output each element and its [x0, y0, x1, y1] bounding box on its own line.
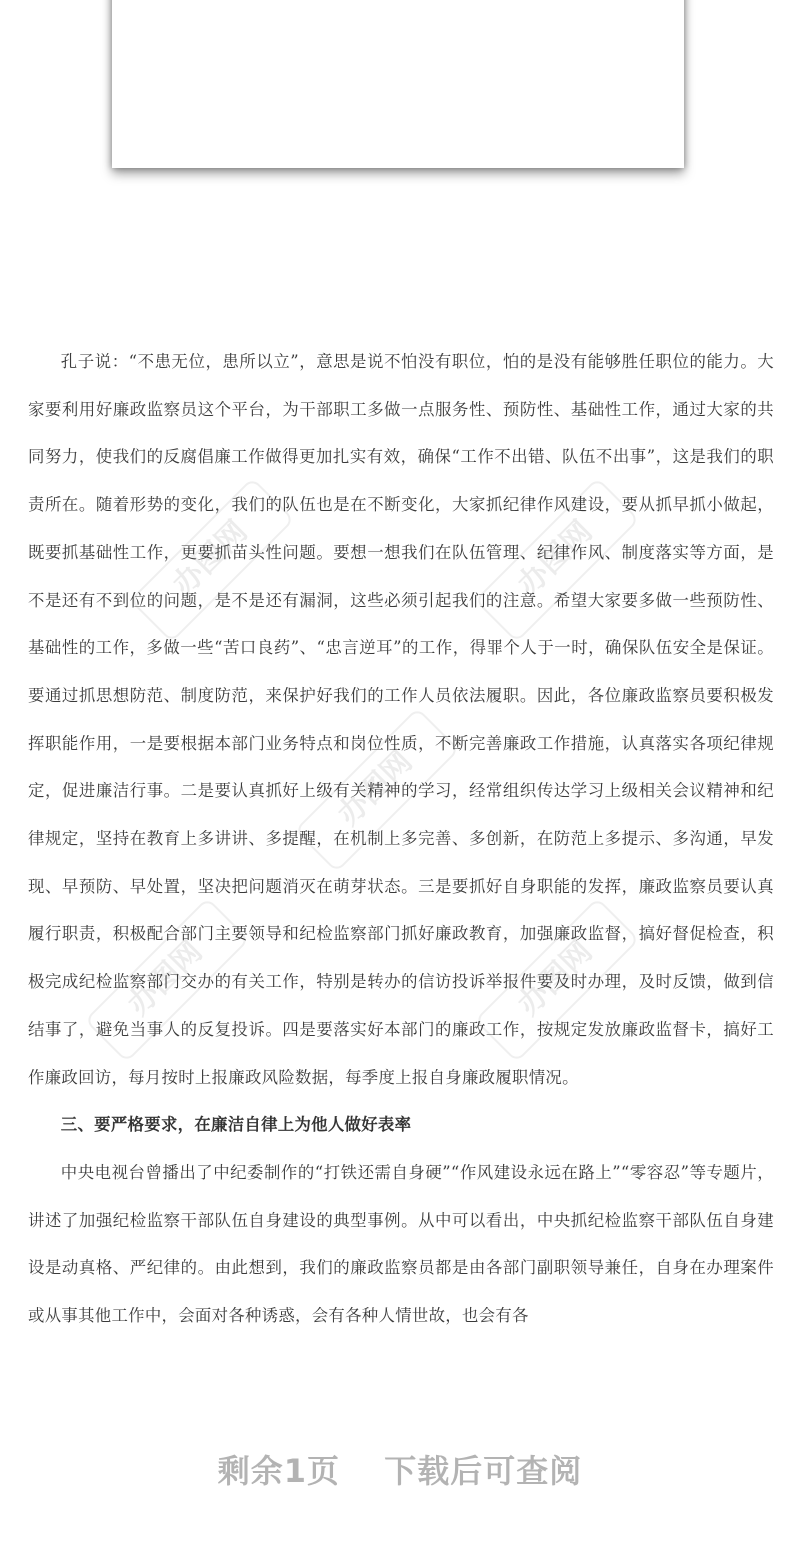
section-heading: 三、要严格要求，在廉洁自律上为他人做好表率	[60, 1115, 412, 1135]
body-paragraph: 孔子说：“不患无位，患所以立”，意思是说不怕没有职位，怕的是没有能够胜任职位的能力。大家要利用好廉政监察员这个平台，为干部职工多做一点服务性、预防性、基础性工作，通过大家的共同努力，使我们的反腐倡廉工作做得更加扎实有效，确保“工作不出错、队伍不出事”，这是我们的职责所在。随着形势的变化，我们的队伍也是在不断变化，大家抓纪律作风建设，要从抓早抓小做起，既要抓基础性工作，更要抓苗头性问题。要想一想我们在队伍管理、纪律作风、制度落实等方面，是不是还有不到位的问题，是不是还有漏洞，这些必须引起我们的注意。希望大家要多做一些预防性、基础性的工作，多做一些“苦口良药”、“忠言逆耳”的工作，得罪个人于一时，确保队伍安全是保证。要通过抓思想防范、制度防范，来保护好我们的工作人员依法履职。因此，各位廉政监察员要积极发挥职能作用，一是要根据本部门业务特点和岗位性质，不断完善廉政工作措施，认真落实各项纪律规定，促进廉洁行事。二是要认真抓好上级有关精神的学习，经常组织传达学习上级相关会议精神和纪律规定，坚持在教育上多讲讲、多提醒，在机制上多完善、多创新，在防范上多提示、多沟通，早发现、早预防、早处置，坚决把问题消灭在萌芽状态。三是要抓好自身职能的发挥，廉政监察员要认真履行职责，积极配合部门主要领导和纪检监察部门抓好廉政教育，加强廉政监督，搞好督促检查，积极完成纪检监察部门交办的有关工作，特别是转办的信访投诉举报件要及时办理，及时反馈，做到信结事了，避免当事人的反复投诉。四是要落实好本部门的廉政工作，按规定发放廉政监督卡，搞好工作廉政回访，每月按时上报廉政风险数据，每季度上报自身廉政履职情况。	[28, 352, 774, 1087]
previous-page-preview	[112, 0, 684, 168]
watermark-mid: 办图网	[294, 707, 459, 872]
body-paragraph: 中央电视台曾播出了中纪委制作的“打铁还需自身硬”“作风建设永远在路上”“零容忍”等专题片，讲述了加强纪检监察干部队伍自身建设的典型事例。从中可以看出，中央抓纪检监察干部队伍自身建设是动真格、严纪律的。由此想到，我们的廉政监察员都是由各部门副职领导兼任，自身在办理案件或从事其他工作中，会面对各种诱惑，会有各种人情世故，也会有各	[28, 1162, 774, 1326]
remaining-pages-label: 剩余1页	[217, 1452, 341, 1490]
download-prompt[interactable]	[0, 1446, 800, 1492]
download-to-view-label: 下载后可查阅	[384, 1452, 583, 1490]
watermark-lower-left: 办图网	[84, 897, 249, 1062]
document-body	[28, 338, 774, 1340]
watermark-lower-right: 办图网	[474, 897, 639, 1062]
watermark-left: 办图网	[129, 477, 294, 642]
watermark-right: 办图网	[474, 477, 639, 642]
